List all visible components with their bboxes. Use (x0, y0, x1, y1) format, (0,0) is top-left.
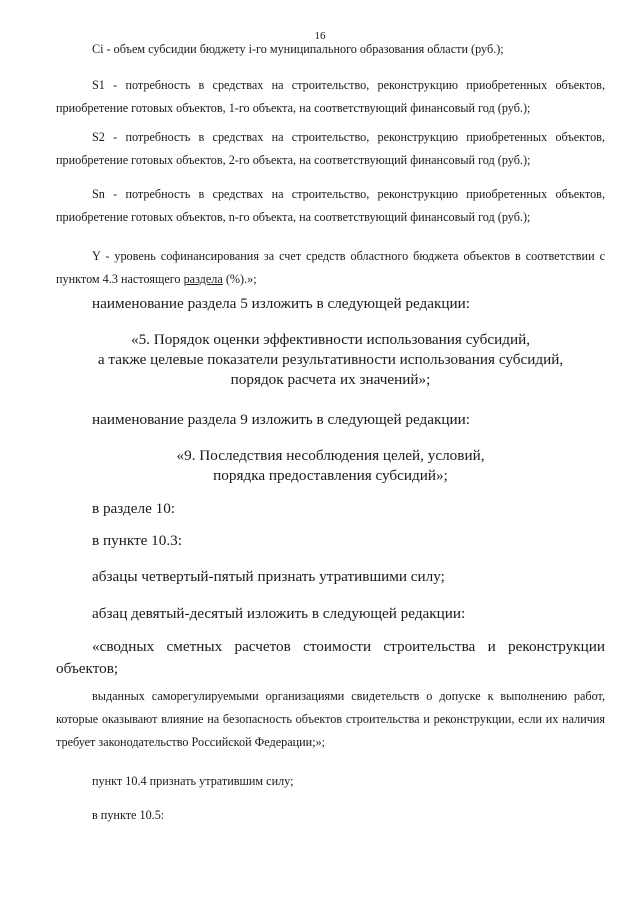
paragraph-s1: S1 - потребность в средствах на строительство, реконструкцию приобретенных объектов, приобретение готовых объектов, 1-го объекта, на соответствующий финансовый год (руб.); (56, 78, 605, 115)
section-5-intro: наименование раздела 5 изложить в следующей редакции: (92, 295, 470, 312)
section-9-title-line: «9. Последствия несоблюдения целей, условий, (176, 447, 485, 464)
in-point-10-5: в пункте 10.5: (92, 808, 165, 822)
paragraph-y (56, 245, 605, 291)
paragraph-y-text: Y - уровень софинансирования за счет средств областного бюджета объектов в соответствии с пунктом 4.3 настоящего (56, 249, 605, 286)
paragraph-s2: S2 - потребность в средствах на строительство, реконструкцию приобретенных объектов, приобретение готовых объектов, 2-го объекта, на соответствующий финансовый год (руб.); (56, 130, 605, 167)
paragraph-y-end: (%).»; (222, 272, 257, 286)
paragraph-certificates: выданных саморегулируемыми организациями свидетельств о допуске к выполнению работ, которые оказывают влияние на безопасность объектов строительства и реконструкции, если их наличия требует законодательство Российской Федерации;»; (56, 689, 605, 749)
section-9-intro: наименование раздела 9 изложить в следующей редакции: (92, 411, 470, 428)
in-point-10-3: в пункте 10.3: (92, 532, 182, 549)
section-5-title-line: а также целевые показатели результативности использования субсидий, (97, 351, 564, 368)
section-reference-link[interactable]: раздела (183, 272, 223, 286)
section-9-title-line: порядка предоставления субсидий»; (213, 467, 448, 484)
paragraph-ci: Ci - объем субсидии бюджету i-го муниципального образования области (руб.); (92, 42, 504, 56)
section-5-title (56, 330, 605, 390)
section-5-title-line: порядок расчета их значений»; (230, 371, 431, 388)
paragraph-sn: Sn - потребность в средствах на строительство, реконструкцию приобретенных объектов, приобретение готовых объектов, n-го объекта, на соответствующий финансовый год (руб.); (56, 187, 605, 224)
section-5-title-line: «5. Порядок оценки эффективности использования субсидий, (130, 331, 531, 348)
paragraphs-9-10-new-wording: абзац девятый-десятый изложить в следующей редакции: (92, 605, 466, 622)
section-9-title (56, 446, 605, 486)
paragraph-estimates: «сводных сметных расчетов стоимости строительства и реконструкции объектов; (56, 638, 605, 677)
paragraphs-4-5-repealed: абзацы четвертый-пятый признать утратившими силу; (92, 568, 445, 585)
page-number: 16 (314, 30, 326, 42)
point-10-4-repealed: пункт 10.4 признать утратившим силу; (92, 774, 294, 788)
in-section-10: в разделе 10: (92, 500, 176, 517)
